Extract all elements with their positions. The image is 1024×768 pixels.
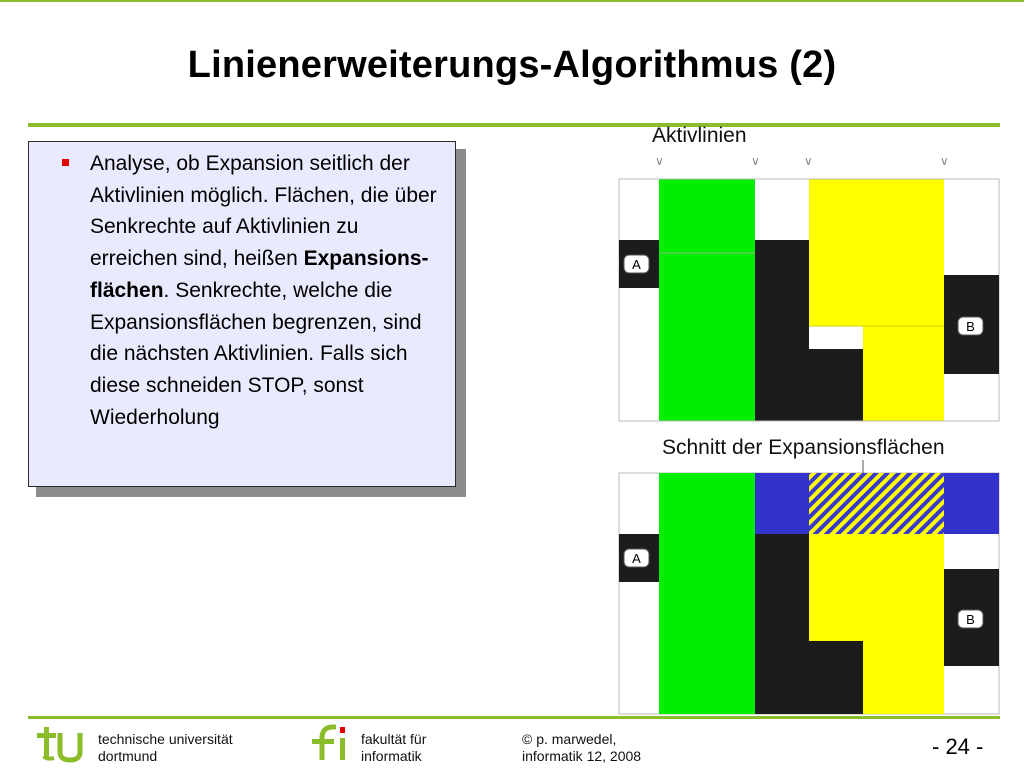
point-a-label: A xyxy=(632,551,641,566)
yellow-expansion-area xyxy=(863,641,944,714)
page-number: - 24 - xyxy=(932,734,984,759)
footer-university-line1: technische universität xyxy=(98,731,233,747)
aktivlinien-heading: Aktivlinien xyxy=(652,124,747,147)
footer-copyright-line2: informatik 12, 2008 xyxy=(522,748,642,764)
schnitt-heading: Schnitt der Expansionsflächen xyxy=(662,436,945,459)
obstacle-block xyxy=(755,534,809,714)
active-line-arrow-icon: ∨ xyxy=(940,154,949,168)
active-line-arrow-icon: ∨ xyxy=(804,154,813,168)
point-b-label: B xyxy=(966,319,975,334)
obstacle-block xyxy=(809,349,863,421)
green-expansion-area xyxy=(659,473,755,714)
footer-university-line2: dortmund xyxy=(98,748,158,764)
obstacle-block xyxy=(809,641,863,714)
yellow-expansion-area xyxy=(809,534,944,641)
point-a-label: A xyxy=(632,257,641,272)
top-diagram xyxy=(619,179,999,421)
active-line-arrow-icon: ∨ xyxy=(751,154,760,168)
bullet-text-part1: Analyse, ob Expansion seitlich der Aktivlinien möglich. Flächen, die über Senkrechte auf Aktivlinien zu erreichen sind, heißen xyxy=(90,152,437,271)
bullet-text-part2: . Senkrechte, welche die Expansionsflächen begrenzen, sind die nächsten Aktivlinien. Falls sich diese schneiden STOP, sonst Wiederholung xyxy=(90,278,422,429)
intersection-hatched-area xyxy=(809,473,944,534)
footer-faculty-line2: informatik xyxy=(361,748,422,764)
yellow-expansion-area xyxy=(809,179,944,326)
obstacle-block xyxy=(755,240,809,421)
footer-copyright-line1: © p. marwedel, xyxy=(522,731,617,747)
fi-logo xyxy=(312,727,345,760)
footer-university xyxy=(98,731,233,765)
slide-title: Linienerweiterungs-Algorithmus (2) xyxy=(187,44,837,86)
bullet-bold-term-1: Expansions- xyxy=(303,247,429,271)
bullet-bold-term-2: flächen xyxy=(90,278,164,302)
bottom-diagram xyxy=(619,460,999,714)
footer-faculty-line1: fakultät für xyxy=(361,731,427,747)
tu-logo xyxy=(37,727,80,760)
footer-copyright xyxy=(522,731,641,765)
active-line-arrow-icon: ∨ xyxy=(655,154,664,168)
yellow-expansion-area xyxy=(863,326,944,421)
point-b-label: B xyxy=(966,612,975,627)
footer-rule xyxy=(28,716,1000,719)
green-expansion-area xyxy=(659,179,755,421)
footer-faculty xyxy=(361,731,426,765)
